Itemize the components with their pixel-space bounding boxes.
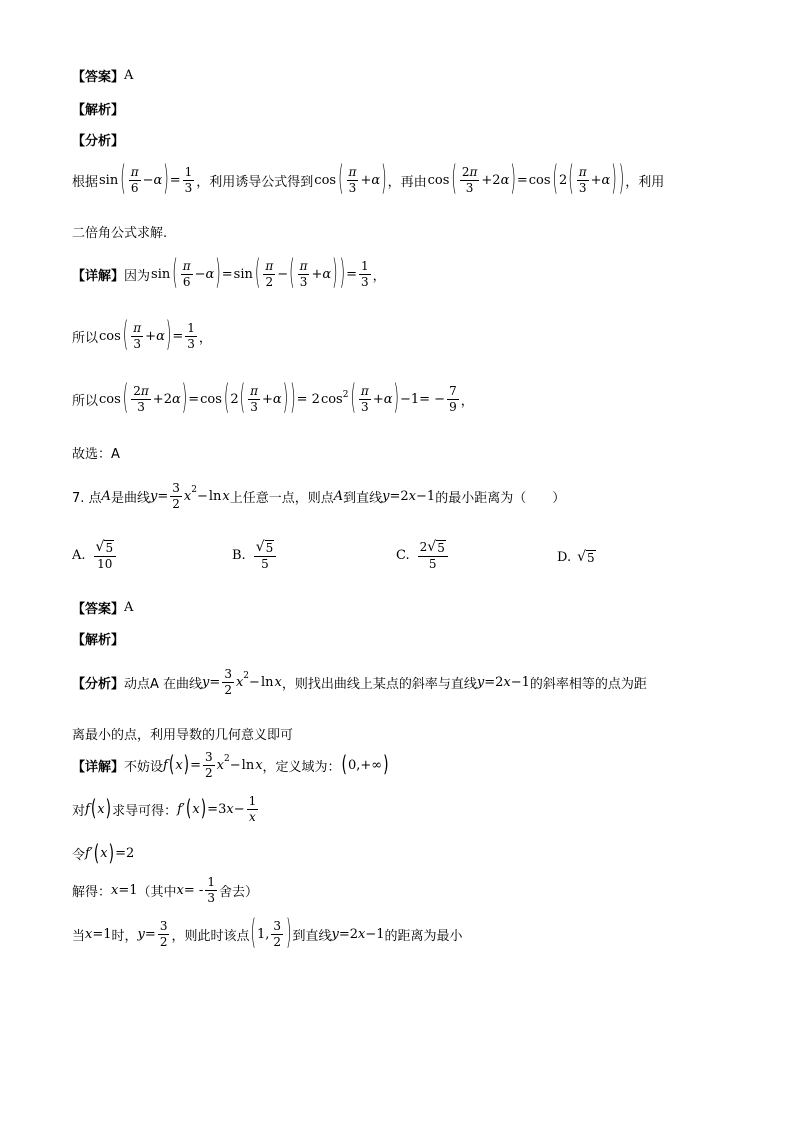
question-7: 7. 点 A 是曲线 y = $\frac{3}{2}$ x 2 − ln x 上任意一点，则点 A 到直线 y =2 x −1 的最小距离为（ ） <box>72 481 566 511</box>
detail-line-6: 令 f ′ ( x ) =2 <box>72 840 135 867</box>
answer-value: A <box>124 68 134 83</box>
option-d[interactable]: D. √ 5 <box>557 549 595 566</box>
detail-line-4: 【详解】 不妨设 f ( x ) = $\frac{3}{2}$ x 2 − ln x ，定义域为： ( 0,+∞ ) <box>72 750 389 780</box>
fenxi-line-2: 二倍角公式求解. <box>72 226 168 241</box>
fenxi-line-1: 根据 sin ( $\frac{\pi}{6}$ − α ) = $\frac{1}{3}$ ，利用诱导公式得到 cos ( $\frac{\pi}{3}$ + α ) ，再由 cos ( $\frac{2\pi}{3}$ +2 α ) = cos ( 2 ( $\frac{\pi}{3}$ + α ) ) ，利用 <box>72 160 665 200</box>
option-a[interactable]: A. √ 5 10 <box>72 540 118 571</box>
fenxi-line-3: 【分析】 动点A 在曲线 y = $\frac{3}{2}$ x 2 − ln x ，则找出曲线上某点的斜率与直线 y =2 x −1 的斜率相等的点为距 <box>72 667 647 697</box>
answer-line-1 <box>72 66 133 85</box>
answer-line-2: 【答案】 A <box>72 600 134 617</box>
answer-tag: 【答案】 <box>72 70 125 85</box>
detail-line-3: 所以 cos ( $\frac{2\pi}{3}$ +2 α ) = cos ( 2 ( $\frac{\pi}{3}$ + α ) ) = 2 $\cos^2$ ( $\frac{\pi}{3}$ + α ) −1= − $\frac{7}{9}$ ， <box>72 379 474 419</box>
fenxi-tag-1: 【分析】 <box>72 134 125 149</box>
analysis-tag-2: 【解析】 <box>72 633 125 648</box>
detail-line-1: 【详解】 因为 sin ( $\frac{\pi}{6}$ − α ) = sin ( $\frac{\pi}{2}$ − ( $\frac{\pi}{3}$ + α ) ) = $\frac{1}{3}$ ， <box>72 254 386 294</box>
answer-choice-1: 故选：A <box>72 447 120 462</box>
detail-line-7: 解得： x =1 （其中 x = - $\frac{1}{3}$ 舍去） <box>72 875 258 905</box>
fenxi-line-4: 离最小的点，利用导数的几何意义即可 <box>72 728 294 743</box>
option-b[interactable]: B. √ 5 5 <box>232 540 278 571</box>
detail-line-2: 所以 cos ( $\frac{\pi}{3}$ + α ) = $\frac{1}{3}$ ， <box>72 316 212 356</box>
analysis-tag-1: 【解析】 <box>72 103 125 118</box>
detail-line-8: 当 x =1 时， y = $\frac{3}{2}$ ，则此时该点 ( 1, $\frac{3}{2}$ ) 到直线 y =2 x −1 的距离为最小 <box>72 914 463 954</box>
option-c[interactable]: C. 2 √ 5 5 <box>396 540 450 571</box>
detail-line-5: 对 f ( x ) 求导可得： f ′ ( x ) =3 x − $\frac{1}{x}$ <box>72 794 257 824</box>
